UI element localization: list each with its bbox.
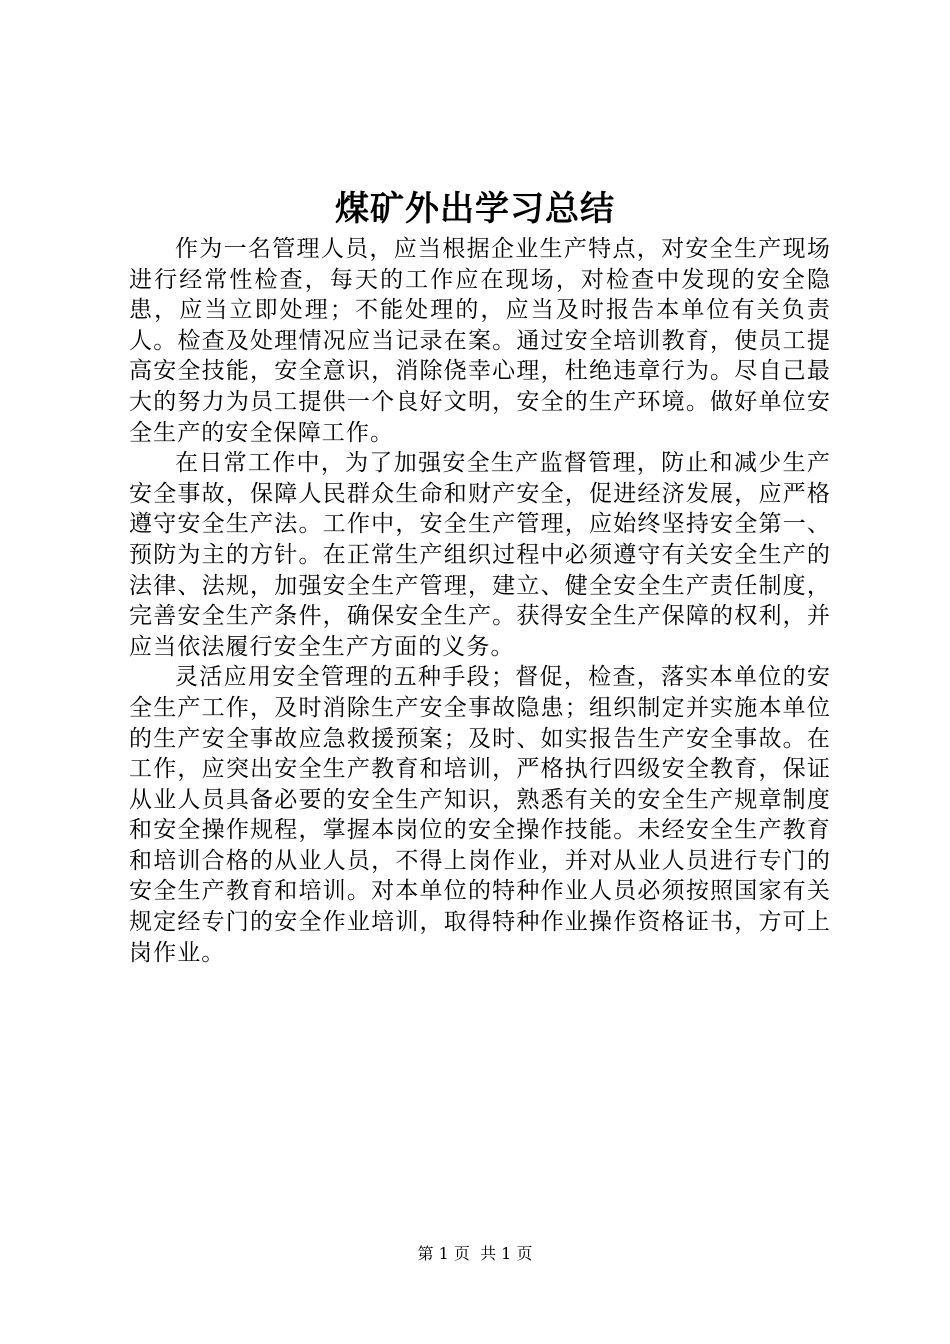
document-body (129, 234, 831, 968)
paragraph: 在日常工作中，为了加强安全生产监督管理，防止和减少生产安全事故，保障人民群众生命和财产安全，促进经济发展，应严格遵守安全生产法。工作中，安全生产管理，应始终坚持安全第一、预防为主的方针。在正常生产组织过程中必须遵守有关安全生产的法律、法规，加强安全生产管理，建立、健全安全生产责任制度，完善安全生产条件，确保安全生产。获得安全生产保障的权利，并应当依法履行安全生产方面的义务。 (129, 450, 831, 660)
page-number: 第 1 页 共 1 页 (417, 1244, 533, 1263)
paragraph: 灵活应用安全管理的五种手段；督促，检查，落实本单位的安全生产工作，及时消除生产安全事故隐患；组织制定并实施本单位的生产安全事故应急救援预案；及时、如实报告生产安全事故。在工作，应突出安全生产教育和培训，严格执行四级安全教育，保证从业人员具备必要的安全生产知识，熟悉有关的安全生产规章制度和安全操作规程，掌握本岗位的安全操作技能。未经安全生产教育和培训合格的从业人员，不得上岗作业，并对从业人员进行专门的安全生产教育和培训。对本单位的特种作业人员必须按照国家有关规定经专门的安全作业培训，取得特种作业操作资格证书，方可上岗作业。 (129, 664, 831, 966)
paragraph: 作为一名管理人员，应当根据企业生产特点，对安全生产现场进行经常性检查，每天的工作应在现场，对检查中发现的安全隐患，应当立即处理；不能处理的，应当及时报告本单位有关负责人。检查及处理情况应当记录在案。通过安全培训教育，使员工提高安全技能，安全意识，消除侥幸心理，杜绝违章行为。尽自己最大的努力为员工提供一个良好文明，安全的生产环境。做好单位安全生产的安全保障工作。 (129, 236, 831, 446)
page-footer (0, 1243, 950, 1265)
document-title: 煤矿外出学习总结 (335, 189, 615, 229)
